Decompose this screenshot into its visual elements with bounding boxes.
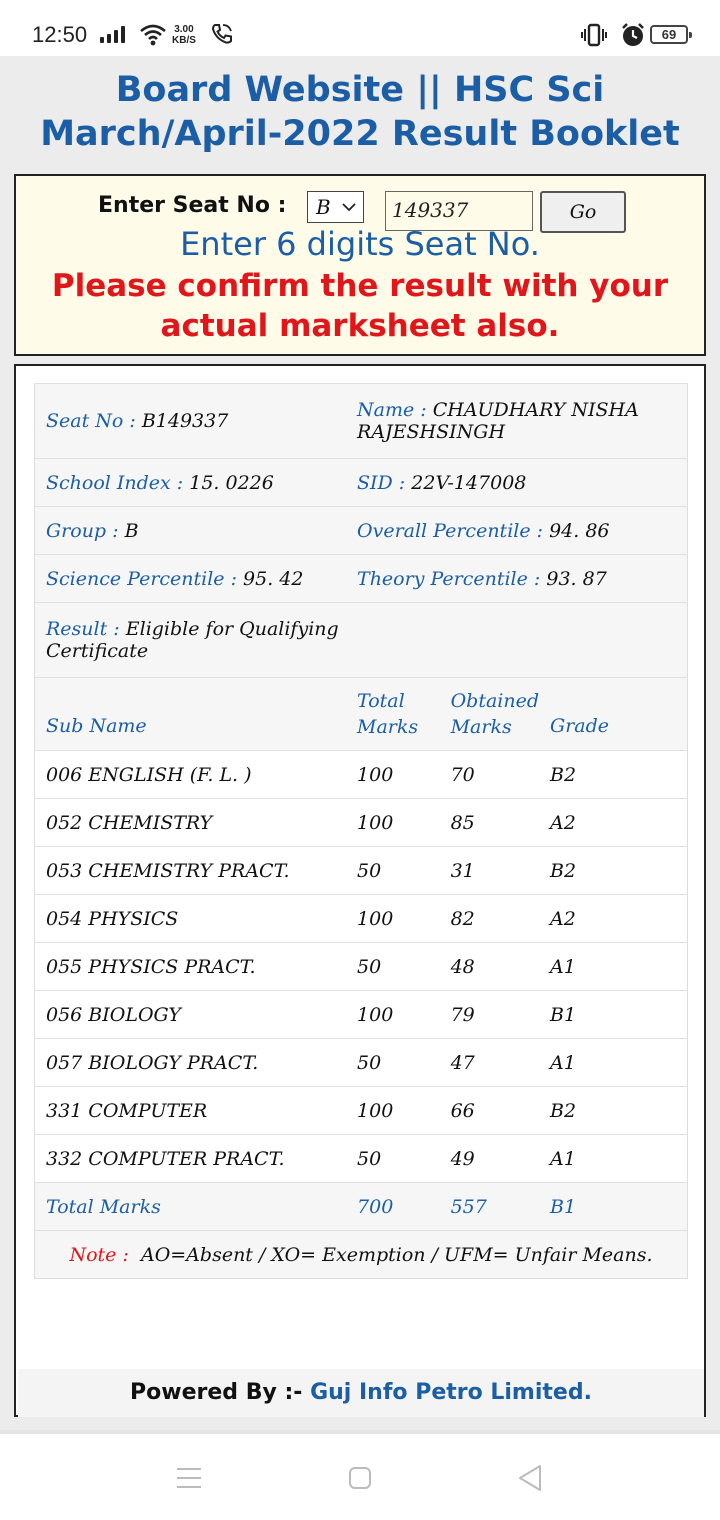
android-nav-bar [0, 1430, 720, 1520]
back-icon[interactable] [516, 1464, 544, 1492]
grade-cell: A1 [539, 1039, 687, 1087]
speed-value: 3.00 [174, 24, 194, 35]
theory-percentile-label: Theory Percentile : [357, 567, 541, 590]
total-marks-cell: 100 [346, 991, 440, 1039]
note-text: AO=Absent / XO= Exemption / UFM= Unfair Means. [140, 1243, 653, 1266]
science-percentile-value: 95. 42 [243, 567, 304, 590]
seat-series-value: B [316, 195, 331, 219]
total-marks-cell: 100 [346, 751, 440, 799]
name-line-1: CHAUDHARY NISHA [432, 399, 639, 421]
table-row [35, 943, 688, 991]
page-title [0, 68, 720, 156]
sid-value: 22V-147008 [411, 471, 527, 494]
science-percentile-cell [35, 555, 347, 603]
total-marks-cell: 100 [346, 1087, 440, 1135]
grade-cell: B2 [539, 847, 687, 895]
theory-percentile-cell [346, 555, 687, 603]
seat-series-select[interactable] [307, 191, 364, 223]
overall-percentile-label: Overall Percentile : [357, 519, 544, 542]
result-page [0, 56, 720, 1430]
vibrate-icon [580, 22, 608, 48]
obtained-marks-cell: 47 [440, 1039, 539, 1087]
company-link[interactable]: Guj Info Petro Limited. [310, 1380, 592, 1405]
seat-no-value: B149337 [141, 410, 229, 432]
overall-percentile-value: 94. 86 [549, 519, 610, 542]
seat-number-input[interactable]: 149337 [385, 191, 533, 231]
percentile-row [35, 555, 688, 603]
group-value: B [124, 519, 139, 542]
school-index-value: 15. 0226 [189, 471, 274, 494]
table-row [35, 847, 688, 895]
header-grade: Grade [539, 678, 687, 751]
header-obtained-marks [440, 678, 539, 751]
table-row [35, 1135, 688, 1183]
seat-no-label: Seat No : [46, 410, 136, 432]
table-row [35, 1087, 688, 1135]
grade-cell: A1 [539, 1135, 687, 1183]
total-label: Total Marks [35, 1183, 347, 1231]
warning-line-2: actual marksheet also. [160, 308, 560, 344]
home-icon[interactable] [348, 1466, 372, 1490]
table-row [35, 751, 688, 799]
grade-cell: B2 [539, 1087, 687, 1135]
total-marks-cell: 50 [346, 1039, 440, 1087]
note-cell [35, 1231, 688, 1279]
header-sub-name: Sub Name [35, 678, 347, 751]
subject-cell: 331 COMPUTER [35, 1087, 347, 1135]
name-label: Name : [357, 399, 427, 421]
title-line-1: Board Website || HSC Sci [115, 70, 605, 110]
grade-cell: A2 [539, 799, 687, 847]
obtained-marks-cell: 66 [440, 1087, 539, 1135]
battery-icon: 69 [650, 25, 688, 44]
group-cell [35, 507, 347, 555]
grade-cell: A1 [539, 943, 687, 991]
recent-apps-icon[interactable] [176, 1466, 202, 1490]
sid-cell [346, 459, 687, 507]
obtained-marks-cell: 82 [440, 895, 539, 943]
speed-unit: KB/S [172, 35, 196, 46]
sid-label: SID : [357, 471, 406, 494]
group-overall-row [35, 507, 688, 555]
seat-search-form [14, 174, 706, 356]
subject-cell: 056 BIOLOGY [35, 991, 347, 1039]
obtained-marks-cell: 85 [440, 799, 539, 847]
result-line-2: Certificate [46, 640, 149, 662]
signal-icon [100, 26, 125, 43]
wifi-icon [140, 24, 166, 46]
alarm-icon [620, 22, 646, 48]
school-sid-row [35, 459, 688, 507]
grade-cell: B2 [539, 751, 687, 799]
marks-header-row [35, 678, 688, 751]
obtained-marks-cell: 70 [440, 751, 539, 799]
wifi-call-icon [210, 22, 234, 46]
science-percentile-label: Science Percentile : [46, 567, 237, 590]
seat-input-row [16, 184, 704, 226]
total-marks-cell: 100 [346, 799, 440, 847]
subject-cell: 057 BIOLOGY PRACT. [35, 1039, 347, 1087]
group-label: Group : [46, 519, 119, 542]
name-line-2: RAJESHSINGH [357, 421, 506, 443]
table-row [35, 799, 688, 847]
grade-cell: A2 [539, 895, 687, 943]
powered-by-footer [18, 1369, 704, 1417]
grade-cell: B1 [539, 991, 687, 1039]
total-marks-cell: 50 [346, 943, 440, 991]
result-status-row [35, 603, 688, 678]
obtained-marks-cell: 48 [440, 943, 539, 991]
powered-by-label: Powered By :- [130, 1380, 303, 1405]
table-row [35, 991, 688, 1039]
empty-cell [346, 603, 687, 678]
total-marks-cell: 50 [346, 1135, 440, 1183]
note-row [35, 1231, 688, 1279]
header-obtained-line-1: Obtained [450, 690, 540, 712]
header-obtained-line-2: Marks [450, 716, 512, 738]
subject-cell: 052 CHEMISTRY [35, 799, 347, 847]
subject-cell: 006 ENGLISH (F. L. ) [35, 751, 347, 799]
result-panel [14, 364, 706, 1417]
result-table [34, 383, 688, 1279]
table-row [35, 1039, 688, 1087]
note-label: Note : [69, 1243, 129, 1266]
subject-rows [35, 751, 688, 1183]
theory-percentile-value: 93. 87 [546, 567, 607, 590]
warning-line-1: Please confirm the result with your [51, 268, 669, 304]
title-line-2: March/April-2022 Result Booklet [40, 114, 680, 154]
status-time: 12:50 [32, 22, 88, 47]
header-total-line-2: Marks [357, 716, 419, 738]
school-index-cell [35, 459, 347, 507]
total-max-marks: 700 [346, 1183, 440, 1231]
total-grade: B1 [539, 1183, 687, 1231]
total-obtained-marks: 557 [440, 1183, 539, 1231]
result-warning [16, 266, 704, 346]
obtained-marks-cell: 79 [440, 991, 539, 1039]
header-total-marks [346, 678, 440, 751]
obtained-marks-cell: 31 [440, 847, 539, 895]
subject-cell: 054 PHYSICS [35, 895, 347, 943]
result-line-1: Eligible for Qualifying [125, 618, 339, 640]
network-speed [172, 24, 196, 46]
status-bar [0, 0, 720, 56]
seat-name-row [35, 384, 688, 459]
seat-label: Enter Seat No : [98, 193, 287, 218]
subject-cell: 332 COMPUTER PRACT. [35, 1135, 347, 1183]
table-row [35, 895, 688, 943]
result-status-cell [35, 603, 347, 678]
result-label: Result : [46, 618, 120, 640]
subject-cell: 055 PHYSICS PRACT. [35, 943, 347, 991]
total-marks-cell: 100 [346, 895, 440, 943]
overall-percentile-cell [346, 507, 687, 555]
total-marks-row [35, 1183, 688, 1231]
school-index-label: School Index : [46, 471, 184, 494]
header-total-line-1: Total [357, 690, 405, 712]
seat-hint: Enter 6 digits Seat No. [180, 225, 540, 263]
go-button[interactable]: Go [540, 191, 626, 233]
seat-number-cell [35, 384, 347, 459]
subject-cell: 053 CHEMISTRY PRACT. [35, 847, 347, 895]
student-name-cell [346, 384, 687, 459]
obtained-marks-cell: 49 [440, 1135, 539, 1183]
total-marks-cell: 50 [346, 847, 440, 895]
